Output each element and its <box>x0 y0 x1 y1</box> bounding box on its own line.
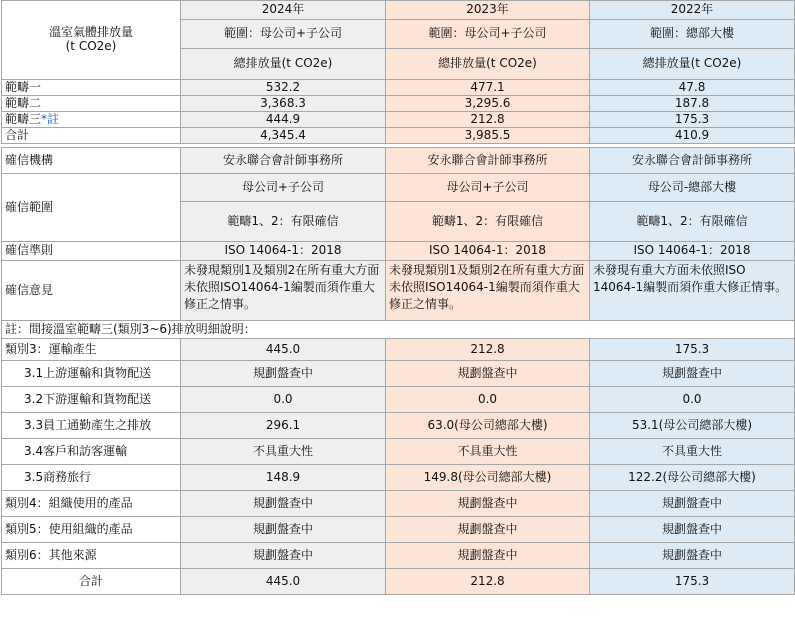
value-cell: 212.8 <box>386 112 590 128</box>
value-cell: 規劃盤查中 <box>590 543 795 569</box>
emissions-header-unit: (t CO2e) <box>65 39 117 53</box>
row-label: 3.2下游運輸和貨物配送 <box>2 387 181 413</box>
value-cell: 安永聯合會計師事務所 <box>181 148 386 174</box>
value-cell: 175.3 <box>590 569 795 595</box>
value-cell: 175.3 <box>590 112 795 128</box>
total-emission-header-2022: 總排放量(t CO2e) <box>590 49 795 80</box>
value-cell: 3,368.3 <box>181 96 386 112</box>
value-cell: 規劃盤查中 <box>181 491 386 517</box>
value-cell: ISO 14064-1：2018 <box>386 242 590 261</box>
value-cell: 410.9 <box>590 128 795 144</box>
assurance-org-label: 確信機構 <box>2 148 181 174</box>
value-cell: 0.0 <box>590 387 795 413</box>
assurance-scope-label: 確信範圍 <box>2 174 181 242</box>
value-cell: 477.1 <box>386 80 590 96</box>
value-cell: 母公司+子公司 <box>181 174 386 202</box>
value-cell: 規劃盤查中 <box>181 543 386 569</box>
table-row <box>2 439 795 465</box>
row-label: 類別4：組織使用的產品 <box>2 491 181 517</box>
emissions-header-label <box>2 1 181 80</box>
note-heading: 註：間接溫室範疇三(類別3~6)排放明細說明： <box>2 321 795 339</box>
value-cell: 122.2(母公司總部大樓) <box>590 465 795 491</box>
value-cell: 安永聯合會計師事務所 <box>590 148 795 174</box>
value-cell: 範疇1、2：有限確信 <box>181 202 386 242</box>
value-cell: 212.8 <box>386 339 590 361</box>
value-cell: 規劃盤查中 <box>590 361 795 387</box>
value-cell: 3,295.6 <box>386 96 590 112</box>
total-emission-header-2023: 總排放量(t CO2e) <box>386 49 590 80</box>
value-cell: 444.9 <box>181 112 386 128</box>
year-header-2023: 2023年 <box>386 1 590 20</box>
value-cell: 0.0 <box>386 387 590 413</box>
opinion-cell: 未發現類別1及類別2在所有重大方面未依照ISO14064-1編製而須作重大修正之情事。 <box>386 261 590 321</box>
table-row <box>2 413 795 439</box>
table-row <box>2 517 795 543</box>
value-cell: 不具重大性 <box>590 439 795 465</box>
value-cell: 範疇1、2：有限確信 <box>590 202 795 242</box>
value-cell: 規劃盤查中 <box>386 361 590 387</box>
row-label: 範疇二 <box>2 96 181 112</box>
note-heading-row <box>2 321 795 339</box>
total-emission-header-2024: 總排放量(t CO2e) <box>181 49 386 80</box>
value-cell: 0.0 <box>181 387 386 413</box>
value-cell: 445.0 <box>181 569 386 595</box>
table-row <box>2 543 795 569</box>
value-cell: 規劃盤查中 <box>181 361 386 387</box>
value-cell: 532.2 <box>181 80 386 96</box>
value-cell: 187.8 <box>590 96 795 112</box>
assurance-opinion-label: 確信意見 <box>2 261 181 321</box>
table-row <box>2 339 795 361</box>
scope-header-2023: 範圍：母公司+子公司 <box>386 20 590 49</box>
value-cell: 212.8 <box>386 569 590 595</box>
row-label: 類別5：使用組織的產品 <box>2 517 181 543</box>
value-cell: 規劃盤查中 <box>590 491 795 517</box>
table-row <box>2 112 795 128</box>
value-cell: 47.8 <box>590 80 795 96</box>
value-cell: 63.0(母公司總部大樓) <box>386 413 590 439</box>
value-cell: 母公司-總部大樓 <box>590 174 795 202</box>
value-cell: 53.1(母公司總部大樓) <box>590 413 795 439</box>
value-cell: 規劃盤查中 <box>590 517 795 543</box>
row-label: 3.3員工通勤產生之排放 <box>2 413 181 439</box>
value-cell: 175.3 <box>590 339 795 361</box>
row-label: 3.4客戶和訪客運輸 <box>2 439 181 465</box>
value-cell: 不具重大性 <box>386 439 590 465</box>
value-cell: 4,345.4 <box>181 128 386 144</box>
table-row <box>2 148 795 174</box>
value-cell: 不具重大性 <box>181 439 386 465</box>
table-row <box>2 128 795 144</box>
table-row <box>2 569 795 595</box>
row-label: 類別3：運輸產生 <box>2 339 181 361</box>
opinion-cell: 未發現有重大方面未依照ISO 14064-1編製而須作重大修正情事。 <box>590 261 795 321</box>
value-cell: 範疇1、2：有限確信 <box>386 202 590 242</box>
row-label: 範疇三*註 <box>2 112 181 128</box>
row-label: 3.1上游運輸和貨物配送 <box>2 361 181 387</box>
opinion-cell: 未發現類別1及類別2在所有重大方面未依照ISO14064-1編製而須作重大修正之情事。 <box>181 261 386 321</box>
assurance-standard-label: 確信準則 <box>2 242 181 261</box>
emissions-table <box>1 0 795 595</box>
value-cell: 規劃盤查中 <box>386 517 590 543</box>
table-row <box>2 80 795 96</box>
year-header-2024: 2024年 <box>181 1 386 20</box>
value-cell: 規劃盤查中 <box>386 543 590 569</box>
row-label: 範疇一 <box>2 80 181 96</box>
year-header-2022: 2022年 <box>590 1 795 20</box>
note-total-label: 合計 <box>2 569 181 595</box>
value-cell: 148.9 <box>181 465 386 491</box>
table-row <box>2 261 795 321</box>
value-cell: 3,985.5 <box>386 128 590 144</box>
table-row <box>2 465 795 491</box>
value-cell: 規劃盤查中 <box>181 517 386 543</box>
table-row <box>2 174 795 202</box>
row-label: 合計 <box>2 128 181 144</box>
value-cell: 149.8(母公司總部大樓) <box>386 465 590 491</box>
scope-header-2024: 範圍：母公司+子公司 <box>181 20 386 49</box>
value-cell: 296.1 <box>181 413 386 439</box>
table-row <box>2 242 795 261</box>
table-row <box>2 96 795 112</box>
value-cell: ISO 14064-1：2018 <box>590 242 795 261</box>
row-label: 類別6：其他來源 <box>2 543 181 569</box>
scope-header-2022: 範圍：總部大樓 <box>590 20 795 49</box>
value-cell: ISO 14064-1：2018 <box>181 242 386 261</box>
value-cell: 445.0 <box>181 339 386 361</box>
value-cell: 母公司+子公司 <box>386 174 590 202</box>
row-label: 3.5商務旅行 <box>2 465 181 491</box>
table-row <box>2 491 795 517</box>
table-row <box>2 387 795 413</box>
note-link[interactable]: *註 <box>41 111 60 126</box>
value-cell: 安永聯合會計師事務所 <box>386 148 590 174</box>
value-cell: 規劃盤查中 <box>386 491 590 517</box>
table-row <box>2 361 795 387</box>
emissions-header-title: 溫室氣體排放量 <box>48 25 133 40</box>
